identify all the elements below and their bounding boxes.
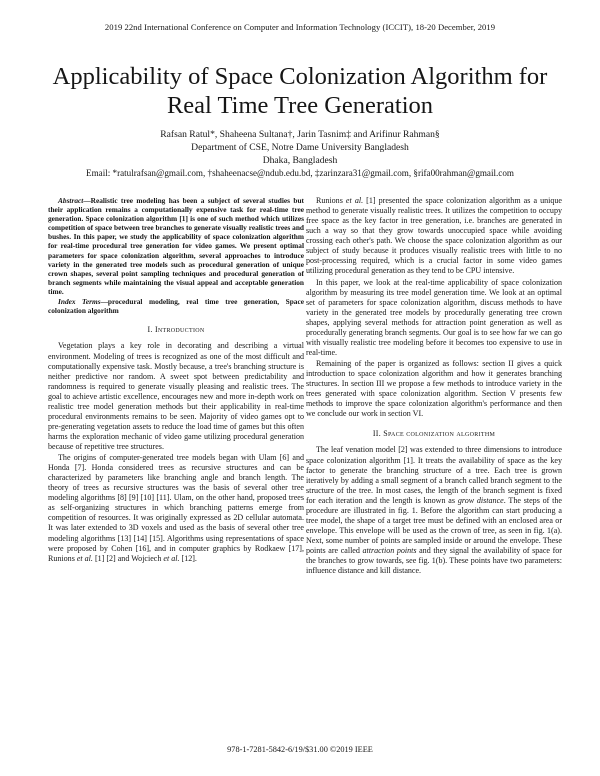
- author-emails: Email: *ratulrafsan@gmail.com, †shaheenacse@ndub.edu.bd, ‡zarinzara31@gmail.com, §rifa00rahman@gmail.com: [86, 168, 514, 178]
- text-run: Runions: [316, 196, 346, 205]
- section-number: I.: [147, 325, 153, 335]
- section-title: Space colonization algorithm: [383, 429, 496, 439]
- left-column: [48, 196, 304, 565]
- body-paragraph-2: In this paper, we look at the real-time applicability of space colonization algorithm by measuring its tree model generation time. We look at an optimal set of parameters for space colonization algorithm, discuss methods to have variety in the generated tree models by procedurally generating tree crown shapes, applying several methods for attraction point generation as well as procedurally generating branch segments. Our goal is to see how far we can go with visually realistic tree modeling before it becomes too expensive to use in real-time.: [306, 277, 562, 357]
- right-column: [306, 196, 562, 577]
- text-run-italic: grow distance: [457, 495, 504, 505]
- section-number: II.: [372, 429, 381, 439]
- text-run: and they signal the availability of space for the branches to grow towards, see fig. 1(b). These points have two parameters: influence distance and kill distance.: [306, 545, 562, 576]
- text-run: [12].: [179, 553, 197, 563]
- index-terms-label: Index Terms: [58, 297, 101, 307]
- body-paragraph-3: Remaining of the paper is organized as follows: section II gives a quick introduction to space colonization algorithm and how it generates branching structures. In section III we propose a few methods to introduce variety in the trees generated with space colonization algorithm. Section V presents few methods to improve the space colonization algorithm's performance and then we conclude our work in section VI.: [306, 359, 562, 419]
- section-title: Introduction: [154, 325, 205, 335]
- text-run: [1] [2] and Wojciech: [92, 553, 164, 563]
- text-run: . The steps of the procedure are illustrated in fig. 1. Before the algorithm can start producing a tree model, the shape of a target tree must be defined with an enclosed area or envelope. This envelope will be used as the crown of tree, as seen in fig. 1(a). Next, some number of points are sampled inside or around the envelope. These points are called: [306, 495, 563, 555]
- intro-paragraph-2: [48, 453, 304, 564]
- index-terms: [48, 297, 304, 315]
- author-names: Rafsan Ratul*, Shaheena Sultana†, Jarin Tasnim‡ and Arifinur Rahman§: [160, 129, 440, 140]
- text-run: [1] presented the space colonization algorithm as a unique method to generate visually realistic trees. It utilizes the competition to occupy free space as the key factor in tree generation, i.e. branches are generated in such a way so that they grow towards unoccupied space while avoiding crossing each other's path. We choose the space colonization algorithm as our subject of study because it produces visually realistic trees with little to no post-processing required, which is a crucial factor in some video games utilizing procedural generation as they tend to be CPU intensive.: [306, 196, 563, 276]
- text-run-italic: et al.: [163, 553, 180, 563]
- paper-title: Applicability of Space Colonization Algorithm for Real Time Tree Generation: [52, 63, 548, 119]
- text-run-italic: et al.: [345, 196, 364, 205]
- body-paragraph-4: [306, 445, 562, 576]
- affiliation-department: Department of CSE, Notre Dame University Bangladesh: [191, 142, 409, 153]
- intro-paragraph-1: Vegetation plays a key role in decorating and describing a virtual environment. Modeling of trees is recognized as one of the most difficult and computationally expensive task. Mostly because, a tree's branching structure is neither predictive nor random. A sweet spot between predictability and randomness is required to generate visually pleasing and realistic trees. The goal to achieve artistic excellence, encourages new and more in-depth work on realistic tree model generation methods but their applicability in real-time procedural environments remains to be seen. Majority of video games opt to pre-generating vegetation assets to reduce the load time of games but this often harms the exploration mechanic of video game utilizing procedural generation because of repetitive tree structures.: [48, 341, 304, 451]
- body-paragraph-1: [306, 196, 562, 276]
- copyright-footer: 978-1-7281-5842-6/19/$31.00 ©2019 IEEE: [227, 745, 373, 754]
- abstract-label: Abstract: [58, 196, 84, 205]
- conference-header: 2019 22nd International Conference on Computer and Information Technology (ICCIT), 18-20 December, 2019: [104, 22, 496, 32]
- author-block: [0, 128, 600, 180]
- abstract: [48, 196, 304, 296]
- abstract-text: —Realistic tree modeling has been a subject of several studies but their application remains a computationally expensive task for real-time tree generation. Space colonization algorithm [1] is one of such method which utilizes competition of space between tree branches to generate visually realistic trees and bushes. In this paper, we study the applicability of space colonization algorithm for real-time procedural tree generation for video games. We present optimal parameters for space colonization algorithm, several approaches to introduce variety in the generated tree models such as procedural generation of unique crown shapes, several point sampling techniques and procedural generation of branch segments while maintaining the visual appeal and acceptable generation time.: [48, 196, 304, 296]
- text-run-italic: attraction points: [362, 545, 417, 555]
- affiliation-city: Dhaka, Bangladesh: [262, 155, 338, 166]
- index-terms-text: —procedural modeling, real time tree generation, Space colonization algorithm: [48, 297, 304, 316]
- text-run-italic: et al.: [76, 553, 93, 563]
- section-heading-introduction: [48, 325, 304, 335]
- text-run: The origins of computer-generated tree models began with Ulam [6] and Honda [7]. Honda considered trees as recursive structures and can be characterized by parameters like branching angle and branch length. The theory of trees as recursive structures was the basis of several other tree modeling algorithms [8] [9] [10] [11]. Ulam, on the other hand, proposed trees as self-organizing structures in which branching patterns emerge from competition of resources. It was originally expressed as 2D cellular automata. It was later extended to 3D voxels and used as the basis of several other tree modeling algorithms [13] [14] [15]. Algorithms using representations of space were proposed by Cohen [16], and in computer graphics by Rodkaew [17], Runions: [48, 453, 304, 563]
- section-heading-space-colonization: [306, 429, 562, 439]
- text-run: The leaf venation model [2] was extended to three dimensions to introduce space colonization algorithm [1]. It treats the availability of space as the key factor to generate the branching structure of a tree. Each tree is grown iteratively by adding a small segment of a branch called branch segment to the structure of the tree. In most cases, the length of the branch segment is fixed for each iteration and the length is known as: [306, 445, 562, 505]
